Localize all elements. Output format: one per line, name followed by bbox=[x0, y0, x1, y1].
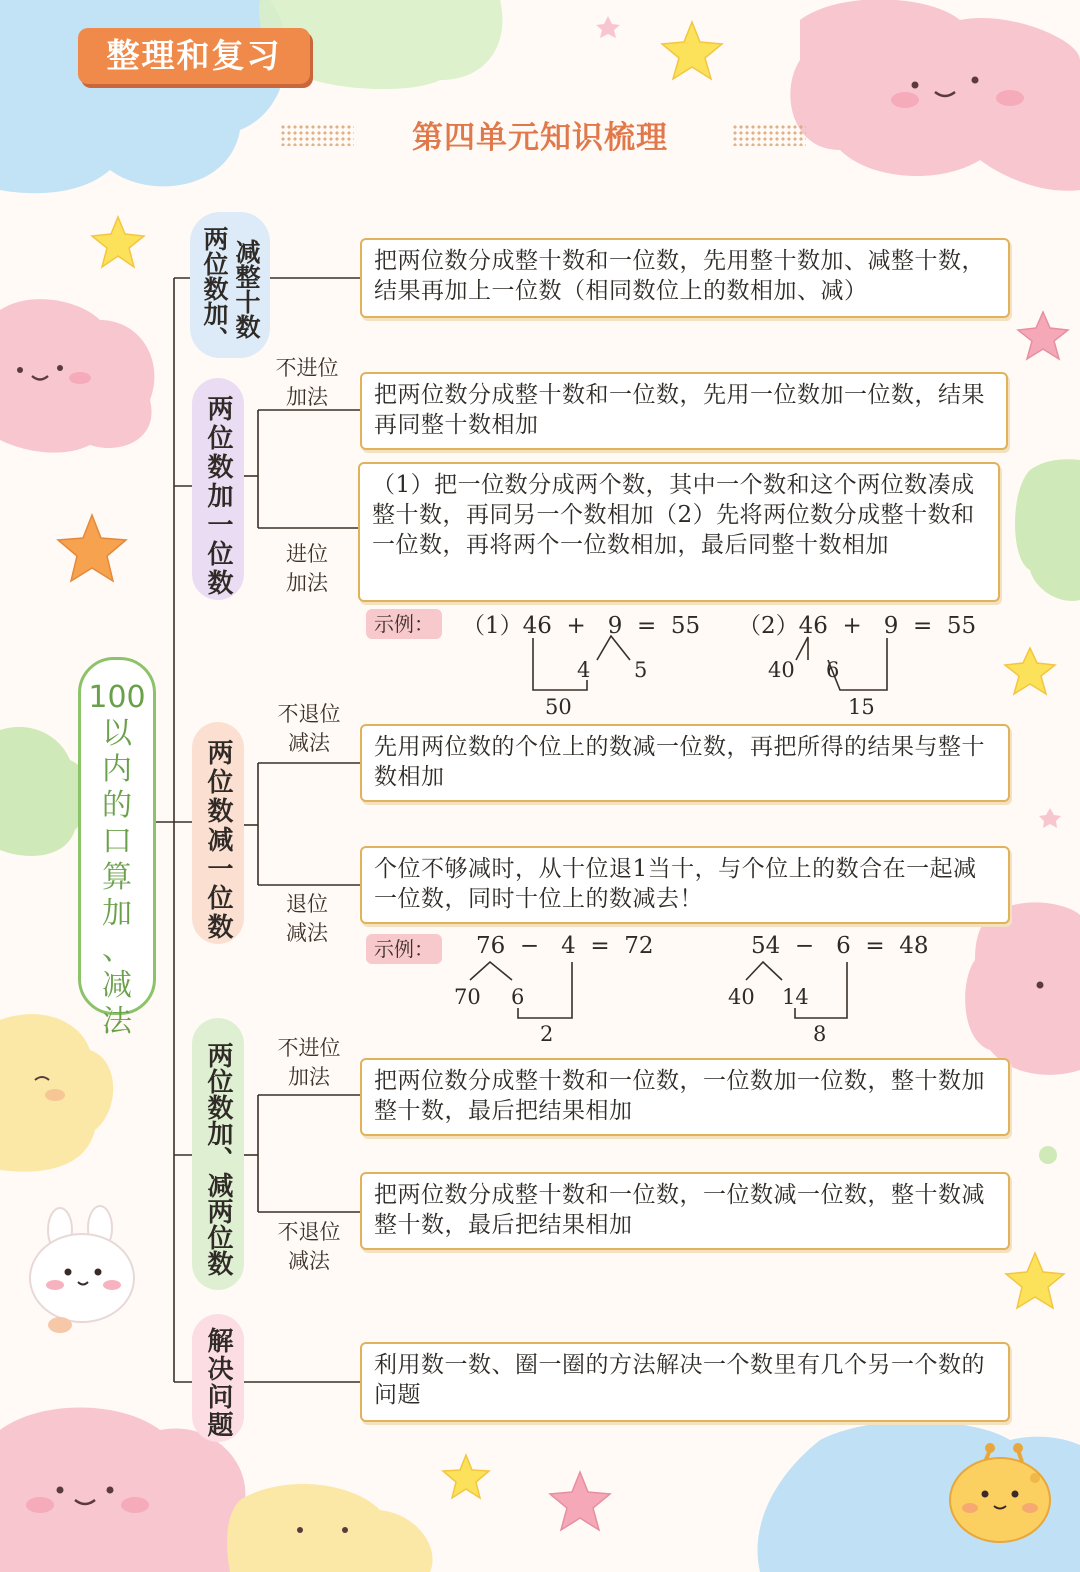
sub-label-line: 不退位 bbox=[277, 1220, 341, 1244]
description-box: 把两位数分成整十数和一位数，先用整十数加、减整十数，结果再加上一位数（相同数位上的数相加、减） bbox=[360, 238, 1010, 318]
sub-label-line: 不退位 bbox=[277, 702, 341, 726]
page-title: 第四单元知识梳理 bbox=[412, 120, 668, 156]
partial-result: 15 bbox=[848, 695, 875, 719]
split-number: 14 bbox=[782, 985, 809, 1009]
eq-operator: − bbox=[519, 933, 540, 959]
example-equation: 54 − 6 = 48 bbox=[751, 933, 929, 959]
eq-operand: 76 bbox=[476, 933, 506, 959]
split-number: 40 bbox=[728, 985, 755, 1009]
sub-label-line: 不进位 bbox=[275, 356, 339, 380]
eq-result: 48 bbox=[899, 933, 929, 959]
eq-operand: 9 bbox=[607, 613, 623, 639]
example-tag: 示例： bbox=[366, 934, 442, 964]
eq-prefix: （1） bbox=[462, 613, 523, 639]
eq-result: 55 bbox=[946, 613, 977, 639]
description-box: 利用数一数、圈一圈的方法解决一个数里有几个另一个数的问题 bbox=[360, 1342, 1010, 1422]
sub-label-line: 加法 bbox=[286, 385, 328, 409]
eq-operand: 54 bbox=[751, 933, 781, 959]
description-box: 把两位数分成整十数和一位数，一位数减一位数，整十数减整十数，最后把结果相加 bbox=[360, 1172, 1010, 1250]
sub-label-no-borrow-sub bbox=[264, 700, 354, 758]
description-box: 先用两位数的个位上的数减一位数，再把所得的结果与整十数相加 bbox=[360, 724, 1010, 802]
sub-label-line: 减法 bbox=[288, 731, 330, 755]
branch-two-digit-minus-one-digit: 两位数减一位数 bbox=[192, 722, 244, 944]
split-number: 40 bbox=[768, 658, 795, 682]
description-box: （1）把一位数分成两个数，其中一个数和这个两位数凑成整十数，再同另一个数相加（2）先将两位数分成整十数和一位数，再将两个一位数相加，最后同整十数相加 bbox=[358, 462, 1000, 602]
cloud-icon bbox=[790, 0, 1080, 191]
sub-label-line: 加法 bbox=[288, 1065, 330, 1089]
root-label-line: 100 bbox=[88, 680, 146, 715]
sub-label-line: 减法 bbox=[286, 921, 328, 945]
eq-operator: − bbox=[794, 933, 815, 959]
partial-result: 2 bbox=[540, 1022, 554, 1046]
cloud-icon bbox=[1015, 459, 1080, 601]
sub-label-carry-add bbox=[262, 540, 352, 598]
split-number: 4 bbox=[577, 658, 591, 682]
description-box: 个位不够减时，从十位退1当十，与个位上的数合在一起减一位数，同时十位上的数减去！ bbox=[360, 846, 1010, 924]
eq-result: 72 bbox=[624, 933, 654, 959]
branch-two-digit-add-sub-two-digit: 两位数加、减两位数 bbox=[192, 1018, 244, 1290]
sub-label-line: 退位 bbox=[286, 892, 328, 916]
root-label-line: 内 bbox=[102, 752, 132, 787]
root-label-line: 加 bbox=[102, 896, 132, 931]
root-topic bbox=[78, 657, 156, 1039]
root-label-line: 口 bbox=[102, 824, 132, 859]
description-box: 把两位数分成整十数和一位数，一位数加一位数，整十数加整十数，最后把结果相加 bbox=[360, 1058, 1010, 1136]
description-box: 把两位数分成整十数和一位数，先用一位数加一位数，结果再同整十数相加 bbox=[360, 372, 1008, 450]
cloud-icon bbox=[0, 727, 89, 856]
title-decoration-right bbox=[732, 124, 806, 146]
bunny-icon bbox=[30, 1206, 134, 1333]
star-icon bbox=[58, 515, 126, 581]
eq-operand: 6 bbox=[836, 933, 851, 959]
partial-result: 50 bbox=[545, 695, 572, 719]
sub-label-borrow-sub bbox=[262, 890, 352, 948]
example-equation: （1）46 + 9 = 55 bbox=[462, 613, 701, 639]
cloud-icon bbox=[965, 902, 1080, 1074]
cloud-icon bbox=[0, 299, 154, 453]
sub-label-no-carry-add bbox=[264, 1034, 354, 1092]
eq-operand: 9 bbox=[883, 613, 899, 639]
header-badge: 整理和复习 bbox=[78, 28, 310, 84]
branch-solve-problems: 解决问题 bbox=[192, 1314, 244, 1442]
example-equation: （2）46 + 9 = 55 bbox=[738, 613, 977, 639]
sub-label-line: 减法 bbox=[288, 1249, 330, 1273]
root-label-line: 以 bbox=[102, 716, 132, 751]
eq-operand: 4 bbox=[561, 933, 576, 959]
example-equation: 76 − 4 = 72 bbox=[476, 933, 654, 959]
split-number: 6 bbox=[511, 985, 525, 1009]
root-label-line: 减 bbox=[102, 968, 132, 1003]
eq-result: 55 bbox=[670, 613, 701, 639]
title-decoration-left bbox=[280, 124, 354, 146]
sub-label-no-carry-add bbox=[262, 354, 352, 412]
eq-operator: + bbox=[566, 613, 586, 639]
root-label-line: 法 bbox=[102, 1004, 132, 1039]
sub-label-no-borrow-sub bbox=[264, 1218, 354, 1276]
eq-prefix: （2） bbox=[738, 613, 799, 639]
sub-label-line: 加法 bbox=[286, 571, 328, 595]
sub-label-line: 不进位 bbox=[277, 1036, 341, 1060]
example-tag: 示例： bbox=[366, 609, 442, 639]
split-number: 6 bbox=[826, 658, 840, 682]
branch-two-digit-plus-one-digit: 两位数加一位数 bbox=[192, 378, 244, 600]
eq-operand: 46 bbox=[798, 613, 828, 639]
branch-label-column: 减整十数 bbox=[232, 238, 261, 339]
branch-label-column: 两位数加、 bbox=[200, 226, 229, 351]
root-label-line: 的 bbox=[102, 788, 132, 823]
eq-operand: 46 bbox=[522, 613, 552, 639]
cloud-icon bbox=[227, 1484, 433, 1572]
root-label-line: 算 bbox=[102, 860, 132, 895]
root-label-line: 、 bbox=[102, 932, 132, 967]
eq-operator: + bbox=[842, 613, 862, 639]
branch-add-sub-tens bbox=[190, 212, 270, 358]
sub-label-line: 进位 bbox=[286, 542, 328, 566]
split-number: 5 bbox=[634, 658, 648, 682]
partial-result: 8 bbox=[813, 1022, 827, 1046]
split-number: 70 bbox=[454, 985, 481, 1009]
